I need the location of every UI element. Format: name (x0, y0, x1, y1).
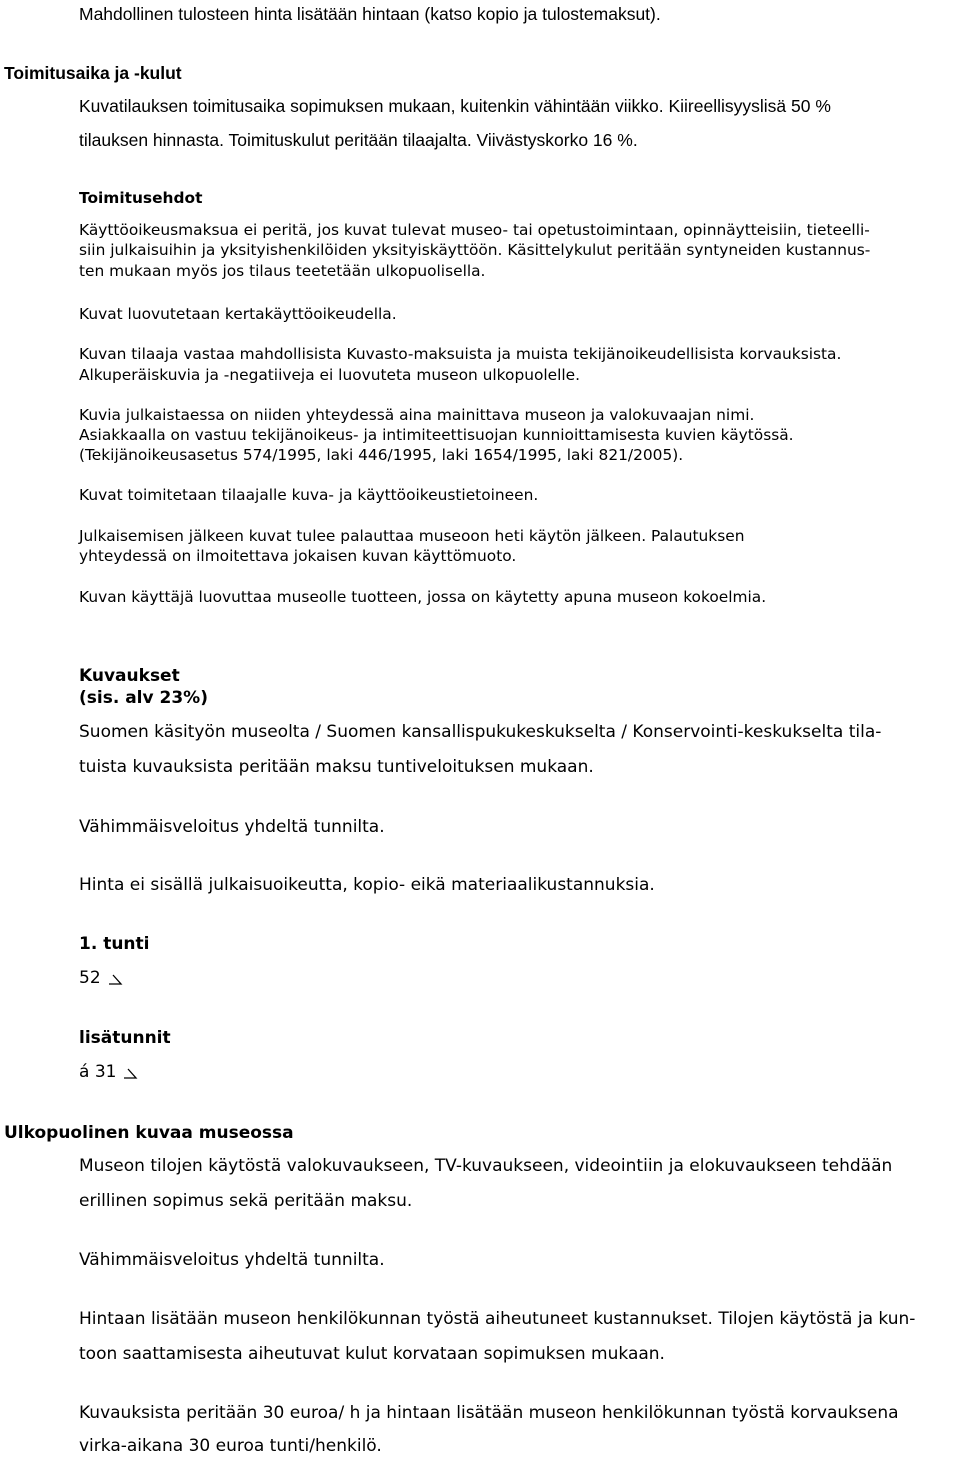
external-heading: Ulkopuolinen kuvaa museossa (4, 1123, 294, 1143)
external-line: virka-aikana 30 euroa tunti/henkilö. (79, 1436, 382, 1456)
terms-line: Julkaisemisen jälkeen kuvat tulee palauttaa museoon heti käytön jälkeen. Palautuksen (79, 527, 745, 545)
photography-heading: Kuvaukset (79, 666, 180, 686)
delivery-line: Kuvatilauksen toimitusaika sopimuksen mukaan, kuitenkin vähintään viikko. Kiireellisyyslisä 50 % (79, 96, 831, 116)
external-line: erillinen sopimus sekä peritään maksu. (79, 1191, 413, 1211)
photography-line: tuista kuvauksista peritään maksu tuntiveloituksen mukaan. (79, 757, 594, 777)
terms-line: Kuvan käyttäjä luovuttaa museolle tuotteen, jossa on käytetty apuna museon kokoelmia. (79, 588, 767, 606)
external-line: Vähimmäisveloitus yhdeltä tunnilta. (79, 1250, 385, 1270)
external-line: Hintaan lisätään museon henkilökunnan työstä aiheutuneet kustannukset. Tilojen käytöstä ja kun- (79, 1309, 916, 1329)
terms-line: Kuvia julkaistaessa on niiden yhteydessä aina mainittava museon ja valokuvaajan nimi. (79, 406, 755, 424)
euro-icon (107, 972, 123, 986)
photography-line: Suomen käsityön museolta / Suomen kansallispukukeskukselta / Konservointi-keskukselta tila- (79, 722, 882, 742)
terms-line: Kuvat luovutetaan kertakäyttöoikeudella. (79, 305, 397, 323)
terms-line: ten mukaan myös jos tilaus teetetään ulkopuolisella. (79, 262, 486, 280)
first-hour-price (79, 968, 123, 988)
euro-icon (122, 1066, 138, 1080)
price-note: Mahdollinen tulosteen hinta lisätään hintaan (katso kopio ja tulostemaksut). (79, 4, 661, 24)
terms-line: Kuvat toimitetaan tilaajalle kuva- ja käyttöoikeustietoineen. (79, 486, 539, 504)
first-hour-label: 1. tunti (79, 934, 150, 954)
photography-line: Vähimmäisveloitus yhdeltä tunnilta. (79, 817, 385, 837)
photography-line: Hinta ei sisällä julkaisuoikeutta, kopio- eikä materiaalikustannuksia. (79, 875, 655, 895)
external-line: toon saattamisesta aiheutuvat kulut korvataan sopimuksen mukaan. (79, 1344, 665, 1364)
delivery-line: tilauksen hinnasta. Toimituskulut peritään tilaajalta. Viivästyskorko 16 %. (79, 130, 638, 150)
external-line: Museon tilojen käytöstä valokuvaukseen, TV-kuvaukseen, videointiin ja elokuvaukseen tehdään (79, 1156, 893, 1176)
terms-line: Kuvan tilaaja vastaa mahdollisista Kuvasto-maksuista ja muista tekijänoikeudellisista korvauksista. (79, 345, 842, 363)
delivery-heading: Toimitusaika ja -kulut (4, 63, 182, 83)
terms-line: Käyttöoikeusmaksua ei peritä, jos kuvat tulevat museo- tai opetustoimintaan, opinnäytteisiin, tieteelli- (79, 221, 870, 239)
extra-hours-price-value: á 31 (79, 1062, 117, 1082)
terms-line: yhteydessä on ilmoitettava jokaisen kuvan käyttömuoto. (79, 547, 517, 565)
extra-hours-label: lisätunnit (79, 1028, 171, 1048)
first-hour-price-value: 52 (79, 968, 101, 988)
terms-line: siin julkaisuihin ja yksityishenkilöiden yksityiskäyttöön. Käsittelykulut peritään syntyneiden kustannus- (79, 241, 871, 259)
terms-line: Alkuperäiskuvia ja -negatiiveja ei luovuteta museon ulkopuolelle. (79, 366, 581, 384)
photography-subheading: (sis. alv 23%) (79, 688, 208, 708)
extra-hours-price (79, 1062, 138, 1082)
terms-line: (Tekijänoikeusasetus 574/1995, laki 446/1995, laki 1654/1995, laki 821/2005). (79, 446, 684, 464)
terms-line: Asiakkaalla on vastuu tekijänoikeus- ja intimiteettisuojan kunnioittamisesta kuvien käytössä. (79, 426, 794, 444)
external-line: Kuvauksista peritään 30 euroa/ h ja hintaan lisätään museon henkilökunnan työstä korvauksena (79, 1403, 899, 1423)
terms-heading: Toimitusehdot (79, 189, 203, 207)
